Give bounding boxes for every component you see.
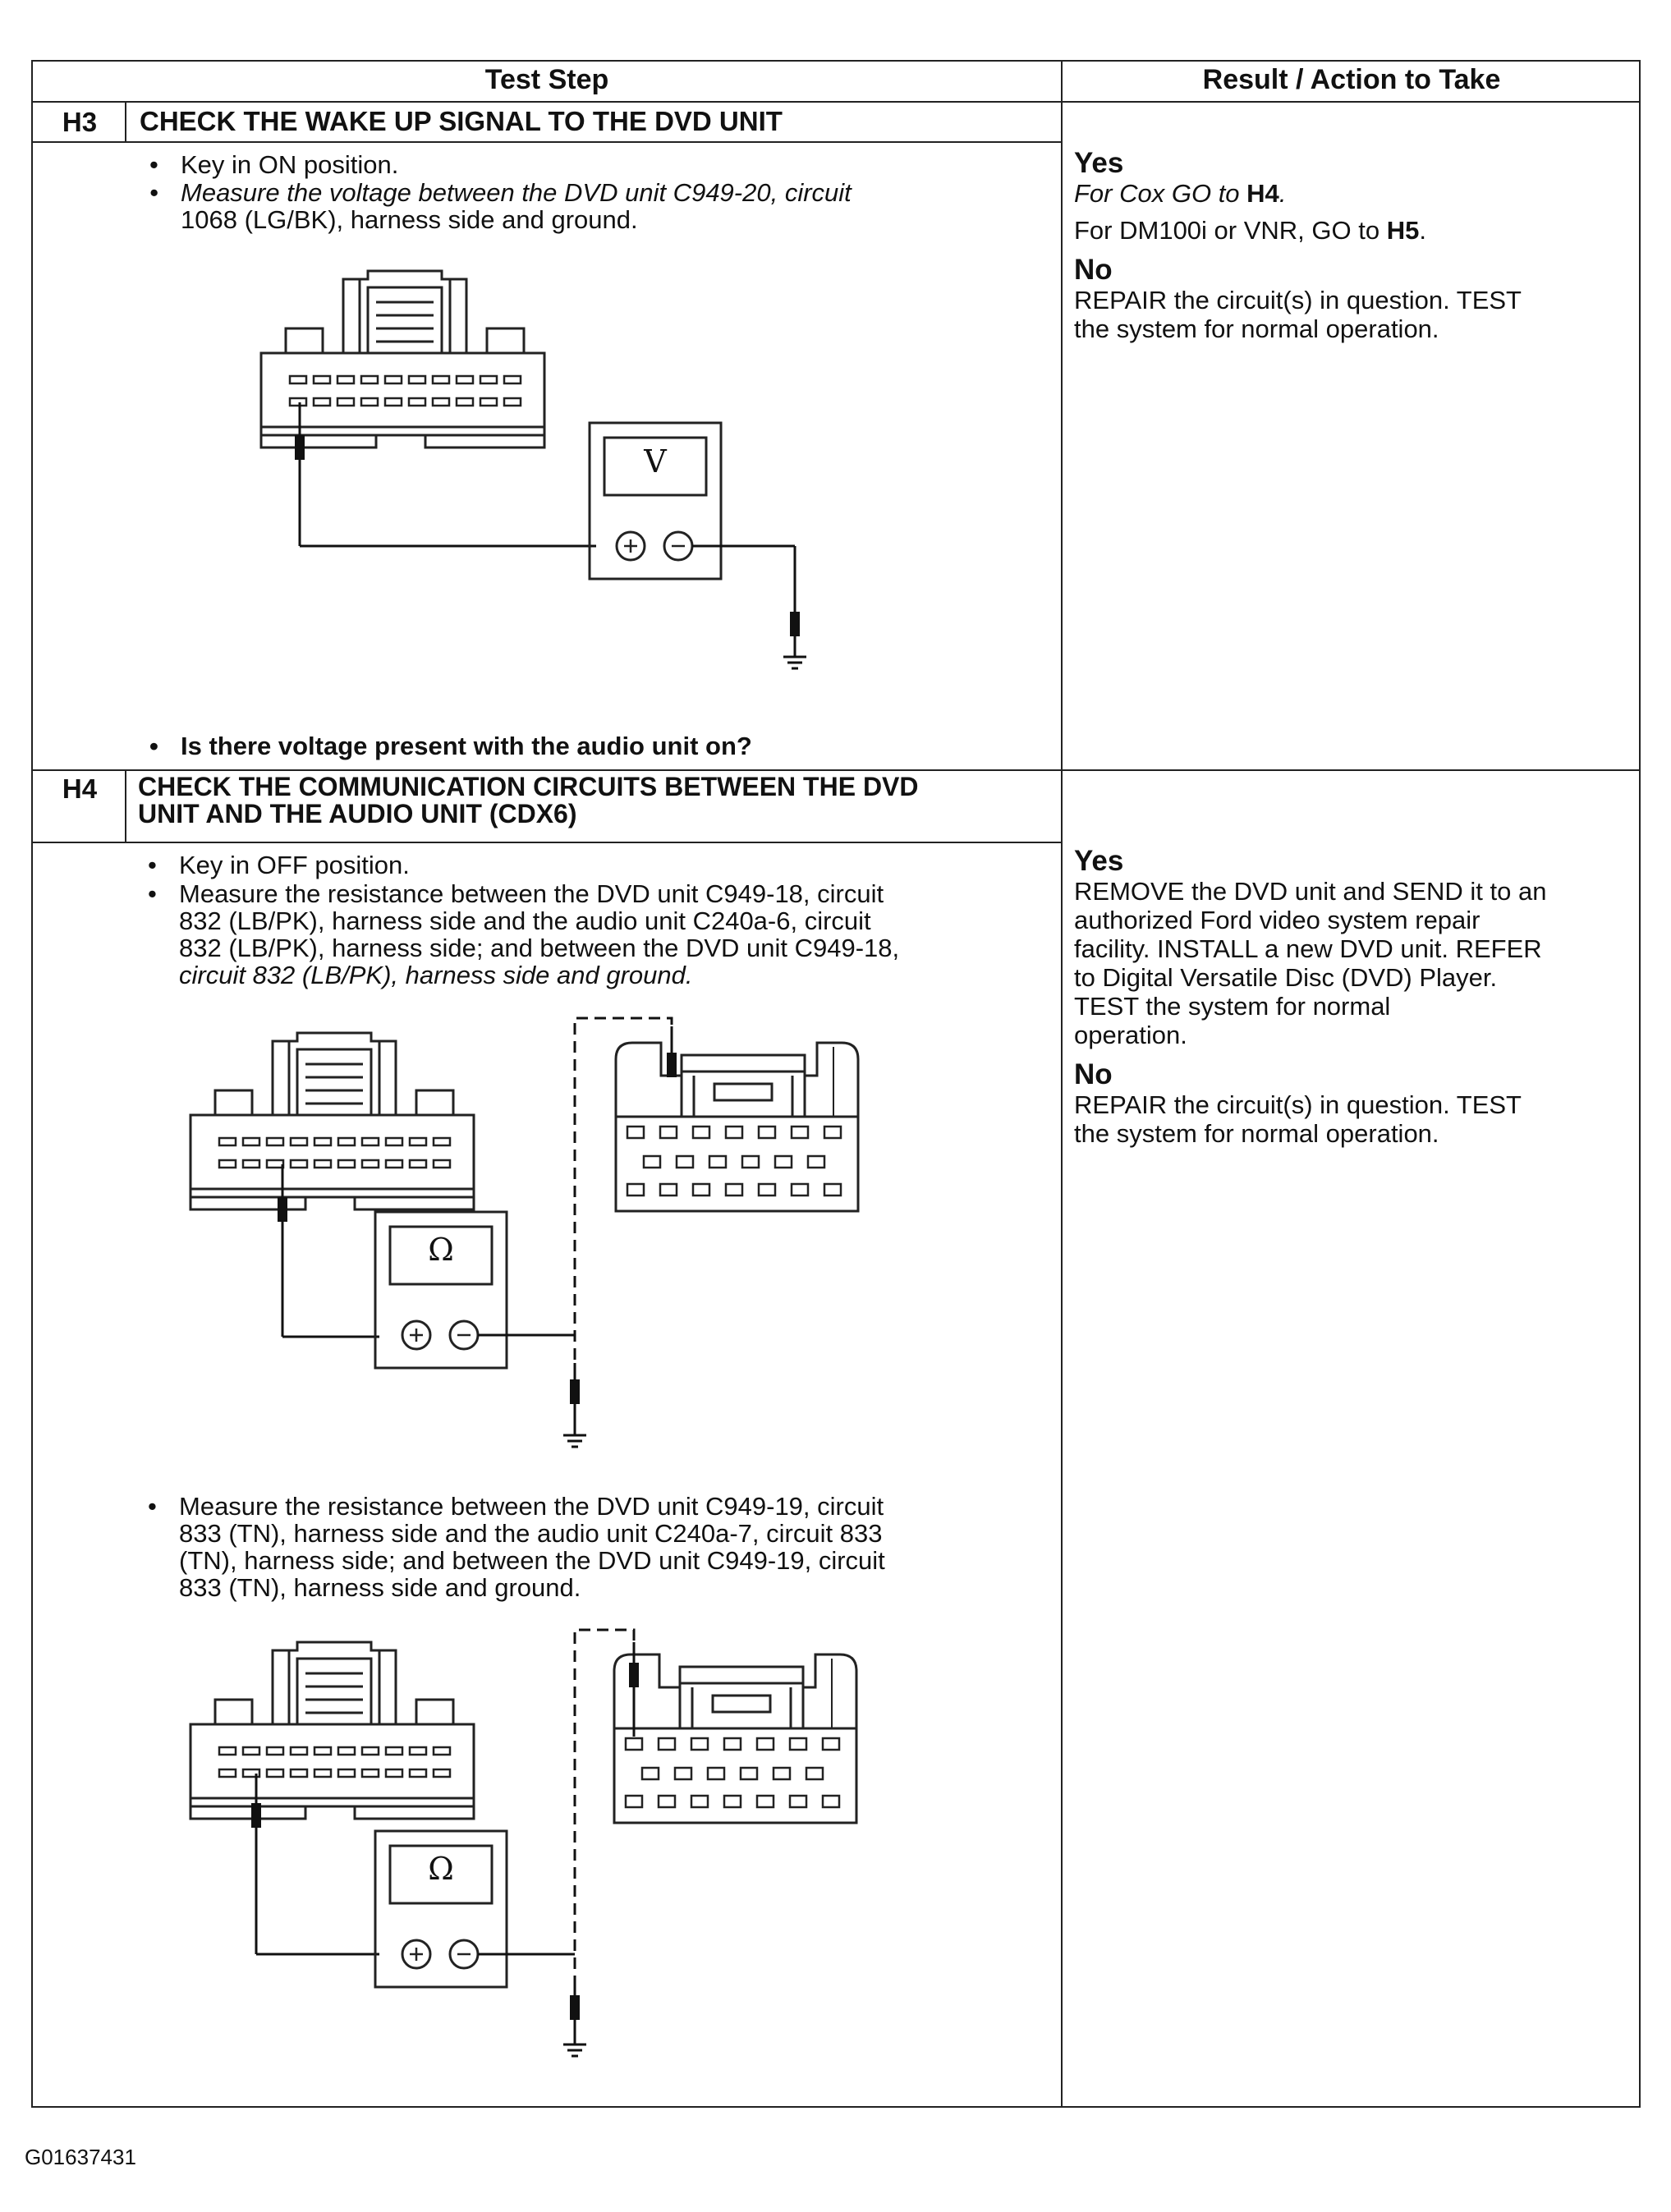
h3-diagram [261, 271, 596, 546]
h4-bullet-2: • Measure the resistance between the DVD unit C949-18, circuit 832 (LB/PK), harness side and the audio unit C240a-6, circuit 832 (LB/PK), harness side; and between the DVD unit C949-18, circuit 832 (LB/PK), harness side and ground. [148, 879, 900, 989]
header-test-step: Test Step [484, 64, 609, 95]
header-result: Result / Action to Take [1202, 64, 1501, 95]
h4-diagram-1 [191, 1033, 474, 1337]
figure-id: G01637431 [25, 2145, 136, 2169]
h3-question: • Is there voltage present with the audio unit on? [149, 732, 752, 760]
h3-bullet-2: • Measure the voltage between the DVD unit C949-20, circuit 1068 (LG/BK), harness side and ground. [149, 178, 852, 234]
h4-diagram-2 [191, 1642, 474, 1954]
h4-audio-connector-2 [614, 1654, 856, 1823]
h4-meter-symbol-2: Ω [428, 1851, 454, 1887]
step-id-h4: H4 [62, 773, 98, 804]
h3-result-no: No REPAIR the circuit(s) in question. TEST the system for normal operation. [1074, 254, 1522, 343]
step-title-h4: CHECK THE COMMUNICATION CIRCUITS BETWEEN THE DVD UNIT AND THE AUDIO UNIT (CDX6) [138, 772, 919, 828]
h3-meter-symbol: V [644, 443, 667, 480]
h4-result-no: No REPAIR the circuit(s) in question. TEST the system for normal operation. [1074, 1058, 1522, 1148]
h4-bullet-1: • Key in OFF position. [148, 851, 410, 879]
step-title-h3: CHECK THE WAKE UP SIGNAL TO THE DVD UNIT [140, 106, 783, 136]
h4-bullet-3: • Measure the resistance between the DVD unit C949-19, circuit 833 (TN), harness side and the audio unit C240a-7, circuit 833 (TN), harness side; and between the DVD unit C949-19, circuit 833 (TN), harness side and ground. [148, 1492, 885, 1602]
h4-meter-symbol-1: Ω [428, 1232, 454, 1268]
step-id-h3: H3 [62, 107, 98, 137]
h3-bullet-1: • Key in ON position. [149, 150, 399, 179]
h4-audio-connector-1 [616, 1043, 858, 1211]
h3-result-yes: Yes For Cox GO to H4. For DM100i or VNR, GO to H5. [1074, 147, 1426, 245]
h4-result-yes: Yes REMOVE the DVD unit and SEND it to an authorized Ford video system repair facility. INSTALL a new DVD unit. REFER to Digital Versatile Disc (DVD) Player. TEST the system for normal operation. [1074, 845, 1547, 1049]
